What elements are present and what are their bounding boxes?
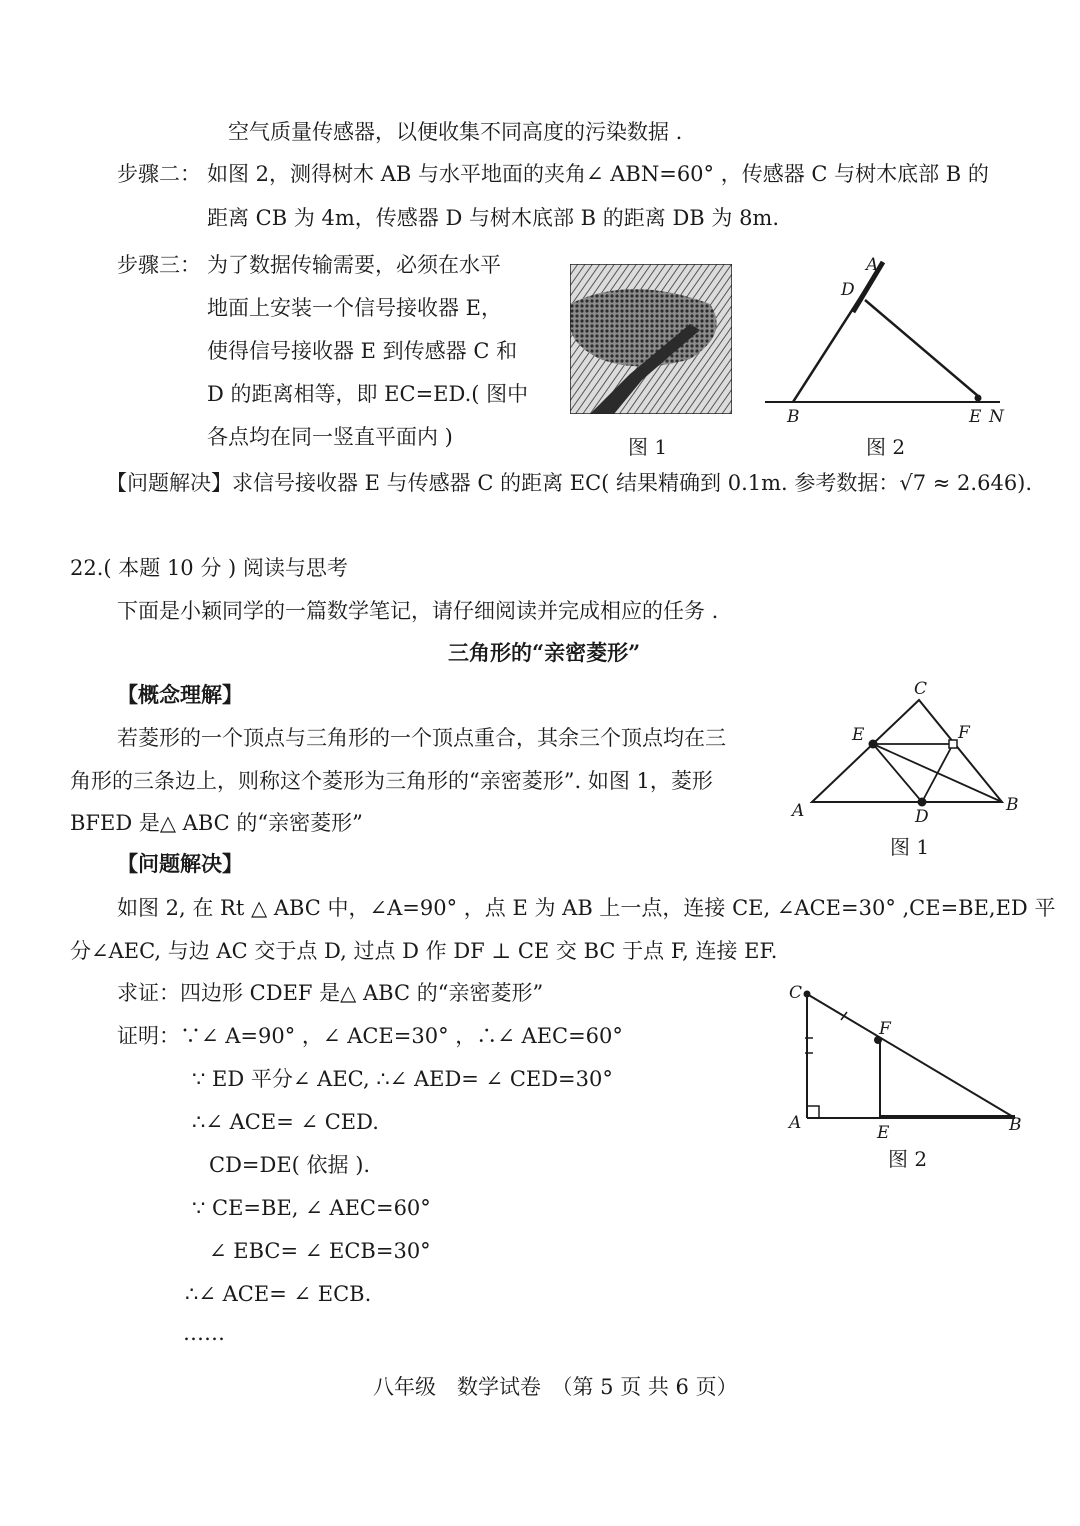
label-B: B (1009, 1115, 1022, 1135)
problem21-question: 【问题解决】求信号接收器 E 与传感器 C 的距离 EC( 结果精确到 0.1m. 参考数据：√7 ≈ 2.646). (106, 471, 1033, 495)
figure2-caption-22: 图 2 (888, 1147, 928, 1171)
figure2-diagram (765, 250, 1035, 430)
label-E: E (969, 407, 982, 427)
proof-line: ∴∠ ACE= ∠ ECB. (185, 1282, 372, 1306)
concept-line: 若菱形的一个顶点与三角形的一个顶点重合，其余三个顶点均在三 (117, 726, 726, 750)
proof-line: 证明：∵∠ A=90° ，∠ ACE=30° ，∴∠ AEC=60° (117, 1024, 623, 1048)
proof-line: ∵ CE=BE, ∠ AEC=60° (192, 1196, 431, 1220)
note-title: 三角形的“亲密菱形” (448, 640, 641, 665)
prove-statement: 求证：四边形 CDEF 是△ ABC 的“亲密菱形” (117, 981, 544, 1005)
label-D: D (841, 280, 855, 300)
continued-text: 空气质量传感器，以便收集不同高度的污染数据 . (228, 120, 683, 144)
label-N: N (989, 407, 1004, 427)
problem22-header: 22.( 本题 10 分 ) 阅读与思考 (70, 556, 348, 580)
label-C: C (789, 983, 803, 1003)
step2-line2: 距离 CB 为 4m，传感器 D 与树木底部 B 的距离 DB 为 8m. (207, 206, 780, 230)
step3-line: 使得信号接收器 E 到传感器 C 和 (207, 339, 518, 363)
figure2-caption: 图 2 (866, 435, 906, 459)
solve-line1: 如图 2, 在 Rt △ ABC 中，∠A=90° ，点 E 为 AB 上一点，连接 CE, ∠ACE=30° ,CE=BE,ED 平 (117, 896, 1056, 920)
concept-line: BFED 是△ ABC 的“亲密菱形” (70, 811, 363, 835)
solve-heading: 【问题解决】 (117, 851, 243, 876)
label-C: C (914, 679, 928, 699)
proof-ellipsis: …… (183, 1321, 225, 1345)
proof-line: ∠ EBC= ∠ ECB=30° (209, 1239, 431, 1263)
label-F: F (879, 1019, 891, 1039)
step3-line: 为了数据传输需要，必须在水平 (207, 253, 501, 277)
label-B: B (1006, 795, 1019, 815)
proof-line: ∵ ED 平分∠ AEC, ∴∠ AED= ∠ CED=30° (192, 1067, 613, 1091)
problem22-intro: 下面是小颖同学的一篇数学笔记，请仔细阅读并完成相应的任务 . (117, 599, 719, 623)
tree-photo (570, 264, 732, 414)
label-B: B (787, 407, 800, 427)
solve-line2: 分∠AEC, 与边 AC 交于点 D, 过点 D 作 DF ⊥ CE 交 BC 于点 F, 连接 EF. (70, 939, 778, 963)
figure1-caption: 图 1 (628, 435, 668, 459)
concept-line: 角形的三条边上，则称这个菱形为三角形的“亲密菱形”. 如图 1，菱形 (70, 769, 713, 793)
rhombus-figure1 (788, 676, 1028, 826)
label-A: A (866, 255, 879, 275)
label-A: A (792, 801, 805, 821)
step3-line: 各点均在同一竖直平面内 ) (207, 425, 453, 449)
page-footer: 八年级 数学试卷 （第 5 页 共 6 页） (373, 1375, 738, 1399)
concept-heading: 【概念理解】 (117, 682, 243, 707)
step2-label: 步骤二： (117, 162, 201, 186)
label-E: E (852, 725, 865, 745)
proof-line: CD=DE( 依据 ). (209, 1153, 371, 1177)
figure1-caption-22: 图 1 (890, 835, 930, 859)
label-E: E (877, 1123, 890, 1138)
label-D: D (915, 807, 929, 826)
label-F: F (958, 723, 970, 743)
proof-line: ∴∠ ACE= ∠ CED. (192, 1110, 379, 1134)
step3-label: 步骤三： (117, 253, 201, 277)
step3-line: 地面上安装一个信号接收器 E， (207, 296, 503, 320)
right-triangle-figure2 (785, 978, 1030, 1138)
label-A: A (789, 1113, 802, 1133)
step3-line: D 的距离相等，即 EC=ED.( 图中 (207, 382, 529, 406)
step2-line1: 如图 2，测得树木 AB 与水平地面的夹角∠ ABN=60° ，传感器 C 与树木底部 B 的 (207, 162, 989, 186)
